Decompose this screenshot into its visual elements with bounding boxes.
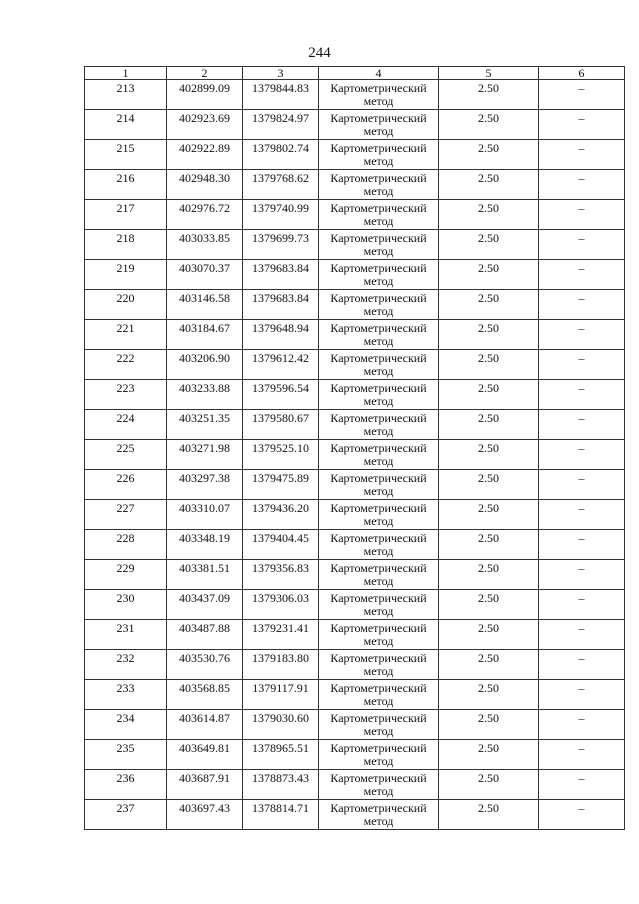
table-row (85, 440, 625, 470)
accuracy-cell: 2.50 (439, 380, 539, 410)
accuracy-cell: 2.50 (439, 500, 539, 530)
point-number-cell: 215 (85, 140, 167, 170)
coordinates-table (84, 66, 625, 830)
note-cell: – (539, 740, 625, 770)
method-cell: Картометрический метод (319, 620, 439, 650)
x-coordinate-cell: 403033.85 (167, 230, 243, 260)
column-header: 5 (439, 67, 539, 80)
table-row (85, 560, 625, 590)
point-number-cell: 234 (85, 710, 167, 740)
method-cell: Картометрический метод (319, 410, 439, 440)
note-cell: – (539, 770, 625, 800)
note-cell: – (539, 800, 625, 830)
y-coordinate-cell: 1379699.73 (243, 230, 319, 260)
y-coordinate-cell: 1379648.94 (243, 320, 319, 350)
note-cell: – (539, 620, 625, 650)
y-coordinate-cell: 1379612.42 (243, 350, 319, 380)
accuracy-cell: 2.50 (439, 740, 539, 770)
accuracy-cell: 2.50 (439, 230, 539, 260)
point-number-cell: 237 (85, 800, 167, 830)
column-header: 1 (85, 67, 167, 80)
point-number-cell: 233 (85, 680, 167, 710)
y-coordinate-cell: 1379030.60 (243, 710, 319, 740)
point-number-cell: 217 (85, 200, 167, 230)
method-cell: Картометрический метод (319, 770, 439, 800)
method-cell: Картометрический метод (319, 230, 439, 260)
method-cell: Картометрический метод (319, 350, 439, 380)
accuracy-cell: 2.50 (439, 170, 539, 200)
x-coordinate-cell: 403251.35 (167, 410, 243, 440)
note-cell: – (539, 350, 625, 380)
x-coordinate-cell: 403381.51 (167, 560, 243, 590)
point-number-cell: 235 (85, 740, 167, 770)
method-cell: Картометрический метод (319, 530, 439, 560)
method-cell: Картометрический метод (319, 200, 439, 230)
y-coordinate-cell: 1378873.43 (243, 770, 319, 800)
accuracy-cell: 2.50 (439, 320, 539, 350)
note-cell: – (539, 140, 625, 170)
accuracy-cell: 2.50 (439, 590, 539, 620)
method-cell: Картометрический метод (319, 800, 439, 830)
y-coordinate-cell: 1379356.83 (243, 560, 319, 590)
note-cell: – (539, 170, 625, 200)
note-cell: – (539, 290, 625, 320)
method-cell: Картометрический метод (319, 650, 439, 680)
y-coordinate-cell: 1379768.62 (243, 170, 319, 200)
point-number-cell: 236 (85, 770, 167, 800)
table-row (85, 170, 625, 200)
method-cell: Картометрический метод (319, 500, 439, 530)
method-cell: Картометрический метод (319, 710, 439, 740)
method-cell: Картометрический метод (319, 680, 439, 710)
accuracy-cell: 2.50 (439, 800, 539, 830)
note-cell: – (539, 710, 625, 740)
table-row (85, 650, 625, 680)
table-row (85, 620, 625, 650)
table-row (85, 500, 625, 530)
method-cell: Картометрический метод (319, 380, 439, 410)
method-cell: Картометрический метод (319, 290, 439, 320)
y-coordinate-cell: 1378965.51 (243, 740, 319, 770)
table-row (85, 410, 625, 440)
method-cell: Картометрический метод (319, 320, 439, 350)
accuracy-cell: 2.50 (439, 110, 539, 140)
x-coordinate-cell: 403233.88 (167, 380, 243, 410)
note-cell: – (539, 260, 625, 290)
accuracy-cell: 2.50 (439, 440, 539, 470)
note-cell: – (539, 80, 625, 110)
point-number-cell: 218 (85, 230, 167, 260)
method-cell: Картометрический метод (319, 470, 439, 500)
method-cell: Картометрический метод (319, 140, 439, 170)
accuracy-cell: 2.50 (439, 140, 539, 170)
x-coordinate-cell: 402948.30 (167, 170, 243, 200)
accuracy-cell: 2.50 (439, 260, 539, 290)
point-number-cell: 227 (85, 500, 167, 530)
point-number-cell: 224 (85, 410, 167, 440)
table-row (85, 200, 625, 230)
note-cell: – (539, 650, 625, 680)
note-cell: – (539, 530, 625, 560)
accuracy-cell: 2.50 (439, 680, 539, 710)
x-coordinate-cell: 403206.90 (167, 350, 243, 380)
point-number-cell: 223 (85, 380, 167, 410)
x-coordinate-cell: 402899.09 (167, 80, 243, 110)
point-number-cell: 222 (85, 350, 167, 380)
x-coordinate-cell: 402976.72 (167, 200, 243, 230)
table-row (85, 380, 625, 410)
point-number-cell: 232 (85, 650, 167, 680)
y-coordinate-cell: 1379580.67 (243, 410, 319, 440)
table-row (85, 110, 625, 140)
y-coordinate-cell: 1378814.71 (243, 800, 319, 830)
point-number-cell: 228 (85, 530, 167, 560)
note-cell: – (539, 500, 625, 530)
accuracy-cell: 2.50 (439, 350, 539, 380)
x-coordinate-cell: 403487.88 (167, 620, 243, 650)
note-cell: – (539, 470, 625, 500)
note-cell: – (539, 110, 625, 140)
y-coordinate-cell: 1379436.20 (243, 500, 319, 530)
note-cell: – (539, 200, 625, 230)
y-coordinate-cell: 1379802.74 (243, 140, 319, 170)
table-row (85, 530, 625, 560)
note-cell: – (539, 410, 625, 440)
point-number-cell: 231 (85, 620, 167, 650)
table-row (85, 140, 625, 170)
note-cell: – (539, 440, 625, 470)
method-cell: Картометрический метод (319, 740, 439, 770)
point-number-cell: 213 (85, 80, 167, 110)
note-cell: – (539, 680, 625, 710)
table-row (85, 800, 625, 830)
note-cell: – (539, 380, 625, 410)
accuracy-cell: 2.50 (439, 530, 539, 560)
table-row (85, 470, 625, 500)
point-number-cell: 221 (85, 320, 167, 350)
accuracy-cell: 2.50 (439, 410, 539, 440)
note-cell: – (539, 320, 625, 350)
x-coordinate-cell: 402922.89 (167, 140, 243, 170)
x-coordinate-cell: 403310.07 (167, 500, 243, 530)
point-number-cell: 225 (85, 440, 167, 470)
point-number-cell: 216 (85, 170, 167, 200)
x-coordinate-cell: 403437.09 (167, 590, 243, 620)
accuracy-cell: 2.50 (439, 200, 539, 230)
accuracy-cell: 2.50 (439, 470, 539, 500)
y-coordinate-cell: 1379231.41 (243, 620, 319, 650)
table-row (85, 320, 625, 350)
accuracy-cell: 2.50 (439, 710, 539, 740)
y-coordinate-cell: 1379525.10 (243, 440, 319, 470)
method-cell: Картометрический метод (319, 170, 439, 200)
x-coordinate-cell: 403649.81 (167, 740, 243, 770)
point-number-cell: 229 (85, 560, 167, 590)
table-row (85, 590, 625, 620)
table-row (85, 680, 625, 710)
column-header: 6 (539, 67, 625, 80)
y-coordinate-cell: 1379824.97 (243, 110, 319, 140)
table-row (85, 710, 625, 740)
table-body (85, 80, 625, 830)
note-cell: – (539, 230, 625, 260)
x-coordinate-cell: 402923.69 (167, 110, 243, 140)
x-coordinate-cell: 403568.85 (167, 680, 243, 710)
column-header: 3 (243, 67, 319, 80)
accuracy-cell: 2.50 (439, 620, 539, 650)
y-coordinate-cell: 1379183.80 (243, 650, 319, 680)
table-row (85, 290, 625, 320)
y-coordinate-cell: 1379306.03 (243, 590, 319, 620)
table-row (85, 350, 625, 380)
x-coordinate-cell: 403348.19 (167, 530, 243, 560)
note-cell: – (539, 590, 625, 620)
column-header: 4 (319, 67, 439, 80)
y-coordinate-cell: 1379117.91 (243, 680, 319, 710)
x-coordinate-cell: 403687.91 (167, 770, 243, 800)
accuracy-cell: 2.50 (439, 560, 539, 590)
x-coordinate-cell: 403070.37 (167, 260, 243, 290)
method-cell: Картометрический метод (319, 110, 439, 140)
x-coordinate-cell: 403614.87 (167, 710, 243, 740)
method-cell: Картометрический метод (319, 260, 439, 290)
y-coordinate-cell: 1379683.84 (243, 290, 319, 320)
accuracy-cell: 2.50 (439, 770, 539, 800)
y-coordinate-cell: 1379596.54 (243, 380, 319, 410)
x-coordinate-cell: 403184.67 (167, 320, 243, 350)
accuracy-cell: 2.50 (439, 290, 539, 320)
x-coordinate-cell: 403271.98 (167, 440, 243, 470)
y-coordinate-cell: 1379404.45 (243, 530, 319, 560)
table-row (85, 740, 625, 770)
point-number-cell: 230 (85, 590, 167, 620)
method-cell: Картометрический метод (319, 80, 439, 110)
method-cell: Картометрический метод (319, 440, 439, 470)
accuracy-cell: 2.50 (439, 80, 539, 110)
table-row (85, 260, 625, 290)
point-number-cell: 220 (85, 290, 167, 320)
table-header-row (85, 67, 625, 80)
method-cell: Картометрический метод (319, 560, 439, 590)
x-coordinate-cell: 403697.43 (167, 800, 243, 830)
page-number: 244 (308, 45, 331, 61)
point-number-cell: 214 (85, 110, 167, 140)
y-coordinate-cell: 1379740.99 (243, 200, 319, 230)
x-coordinate-cell: 403530.76 (167, 650, 243, 680)
accuracy-cell: 2.50 (439, 650, 539, 680)
y-coordinate-cell: 1379683.84 (243, 260, 319, 290)
column-header: 2 (167, 67, 243, 80)
note-cell: – (539, 560, 625, 590)
table-row (85, 230, 625, 260)
table-row (85, 770, 625, 800)
y-coordinate-cell: 1379475.89 (243, 470, 319, 500)
point-number-cell: 219 (85, 260, 167, 290)
table-row (85, 80, 625, 110)
x-coordinate-cell: 403146.58 (167, 290, 243, 320)
x-coordinate-cell: 403297.38 (167, 470, 243, 500)
point-number-cell: 226 (85, 470, 167, 500)
y-coordinate-cell: 1379844.83 (243, 80, 319, 110)
method-cell: Картометрический метод (319, 590, 439, 620)
